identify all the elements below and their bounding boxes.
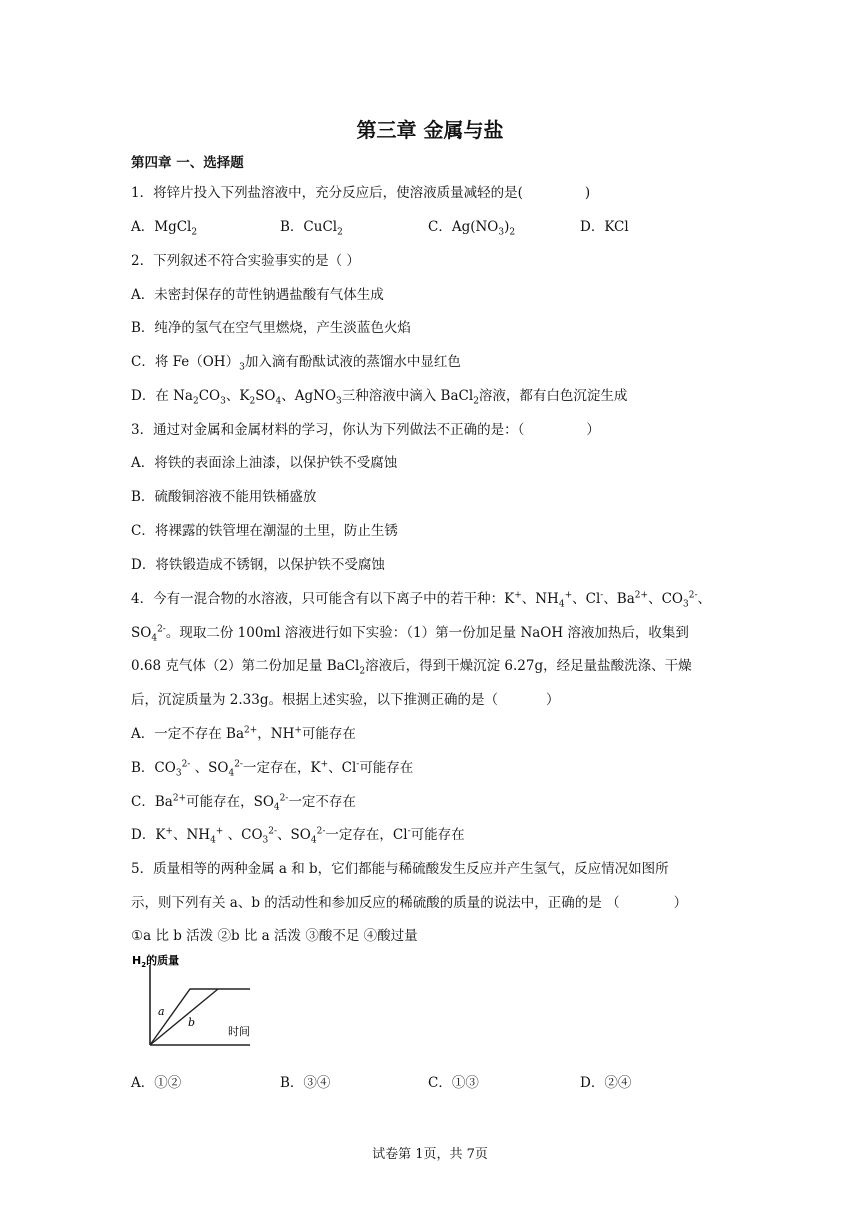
q5-option-a[interactable]: A．①② <box>131 1075 182 1091</box>
q4-option-a[interactable]: A．一定不存在 $Ba^{2+}$，NH+可能存在 <box>131 725 356 742</box>
page-title: 第三章 金属与盐 <box>356 118 504 142</box>
question-2-stem: 2．下列叙述不符合实验事实的是（ ） <box>131 253 360 269</box>
q3-option-d[interactable]: D．将铁锻造成不锈钢，以保护铁不受腐蚀 <box>131 557 385 573</box>
q1-option-b[interactable]: B．CuCl$_2$ <box>280 219 343 238</box>
q2-option-b[interactable]: B．纯净的氢气在空气里燃烧，产生淡蓝色火焰 <box>131 320 411 336</box>
label-a: a <box>158 1005 165 1018</box>
question-4-line-1: 4．今有一混合物的水溶液，只可能含有以下离子中的若干种：K+、$NH_4^+$、Cl-、$Ba^{2+}$、$CO_3^{2-}$、 <box>131 590 711 610</box>
question-3-stem: 3．通过对金属和金属材料的学习，你认为下列做法不正确的是：（ ） <box>131 422 600 438</box>
q1-option-c[interactable]: C．$Ag(NO_3)_2$ <box>428 219 516 238</box>
q3-option-a[interactable]: A．将铁的表面涂上油漆，以保护铁不受腐蚀 <box>131 455 398 471</box>
section-heading: 第四章 一、选择题 <box>131 155 244 171</box>
page-footer: 试卷第 1页，共 7页 <box>372 1147 488 1162</box>
hydrogen-mass-graph <box>132 953 262 1053</box>
y-axis-label: $H_2$的质量 <box>132 954 180 969</box>
q1-option-d[interactable]: D．KCl <box>580 219 629 235</box>
q2-option-a[interactable]: A．未密封保存的苛性钠遇盐酸有气体生成 <box>131 287 384 303</box>
label-b: b <box>188 1016 196 1029</box>
question-1-stem: 1．将锌片投入下列盐溶液中，充分反应后，使溶液质量减轻的是( ) <box>131 185 591 201</box>
question-4-line-4: 后，沉淀质量为 2.33g。根据上述实验，以下推测正确的是（ ） <box>131 692 560 708</box>
q5-option-d[interactable]: D．②④ <box>580 1075 632 1091</box>
question-4-line-3: 0.68 克气体（2）第二份加足量 BaCl$_2$溶液后，得到干燥沉淀 6.27g，经足量盐酸洗涤、干燥 <box>131 658 692 677</box>
q5-option-c[interactable]: C．①③ <box>428 1075 479 1091</box>
q3-option-c[interactable]: C．将裸露的铁管埋在潮湿的土里，防止生锈 <box>131 523 398 539</box>
q4-option-d[interactable]: D．K+、$NH_4^+$ 、$CO_3^{2-}$、$SO_4^{2-}$一定存在，Cl-可能存在 <box>131 826 465 846</box>
question-4-line-2: $SO_4^{2-}$。现取二份 100ml 溶液进行如下实验：（1）第一份加足量 NaOH 溶液加热后，收集到 <box>131 624 689 644</box>
q1-option-a[interactable]: A．MgCl$_2$ <box>131 219 198 238</box>
question-5-line-3: ①a 比 b 活泼 ②b 比 a 活泼 ③酸不足 ④酸过量 <box>131 928 418 944</box>
x-axis-label: 时间 <box>228 1025 250 1038</box>
q5-option-b[interactable]: B．③④ <box>280 1075 331 1091</box>
question-5-line-1: 5．质量相等的两种金属 a 和 b，它们都能与稀硫酸发生反应并产生氢气，反应情况如图所 <box>131 861 669 877</box>
q2-option-c[interactable]: C．将 $Fe(OH)_3$加入滴有酚酞试液的蒸馏水中显红色 <box>131 354 461 373</box>
question-5-line-2: 示，则下列有关 a、b 的活动性和参加反应的稀硫酸的质量的说法中，正确的是 （ ） <box>131 895 688 911</box>
q2-option-d[interactable]: D．在 $Na_2CO_3$、$K_2SO_4$、AgNO$_3$三种溶液中滴入 BaCl$_2$溶液，都有白色沉淀生成 <box>131 388 628 407</box>
q3-option-b[interactable]: B．硫酸铜溶液不能用铁桶盛放 <box>131 489 317 505</box>
q4-option-b[interactable]: B．$CO_3^{2-}$ 、$SO_4^{2-}$一定存在，K+、Cl-可能存在 <box>131 759 414 779</box>
q4-option-c[interactable]: C．$Ba^{2+}$可能存在，$SO_4^{2-}$一定不存在 <box>131 793 356 813</box>
